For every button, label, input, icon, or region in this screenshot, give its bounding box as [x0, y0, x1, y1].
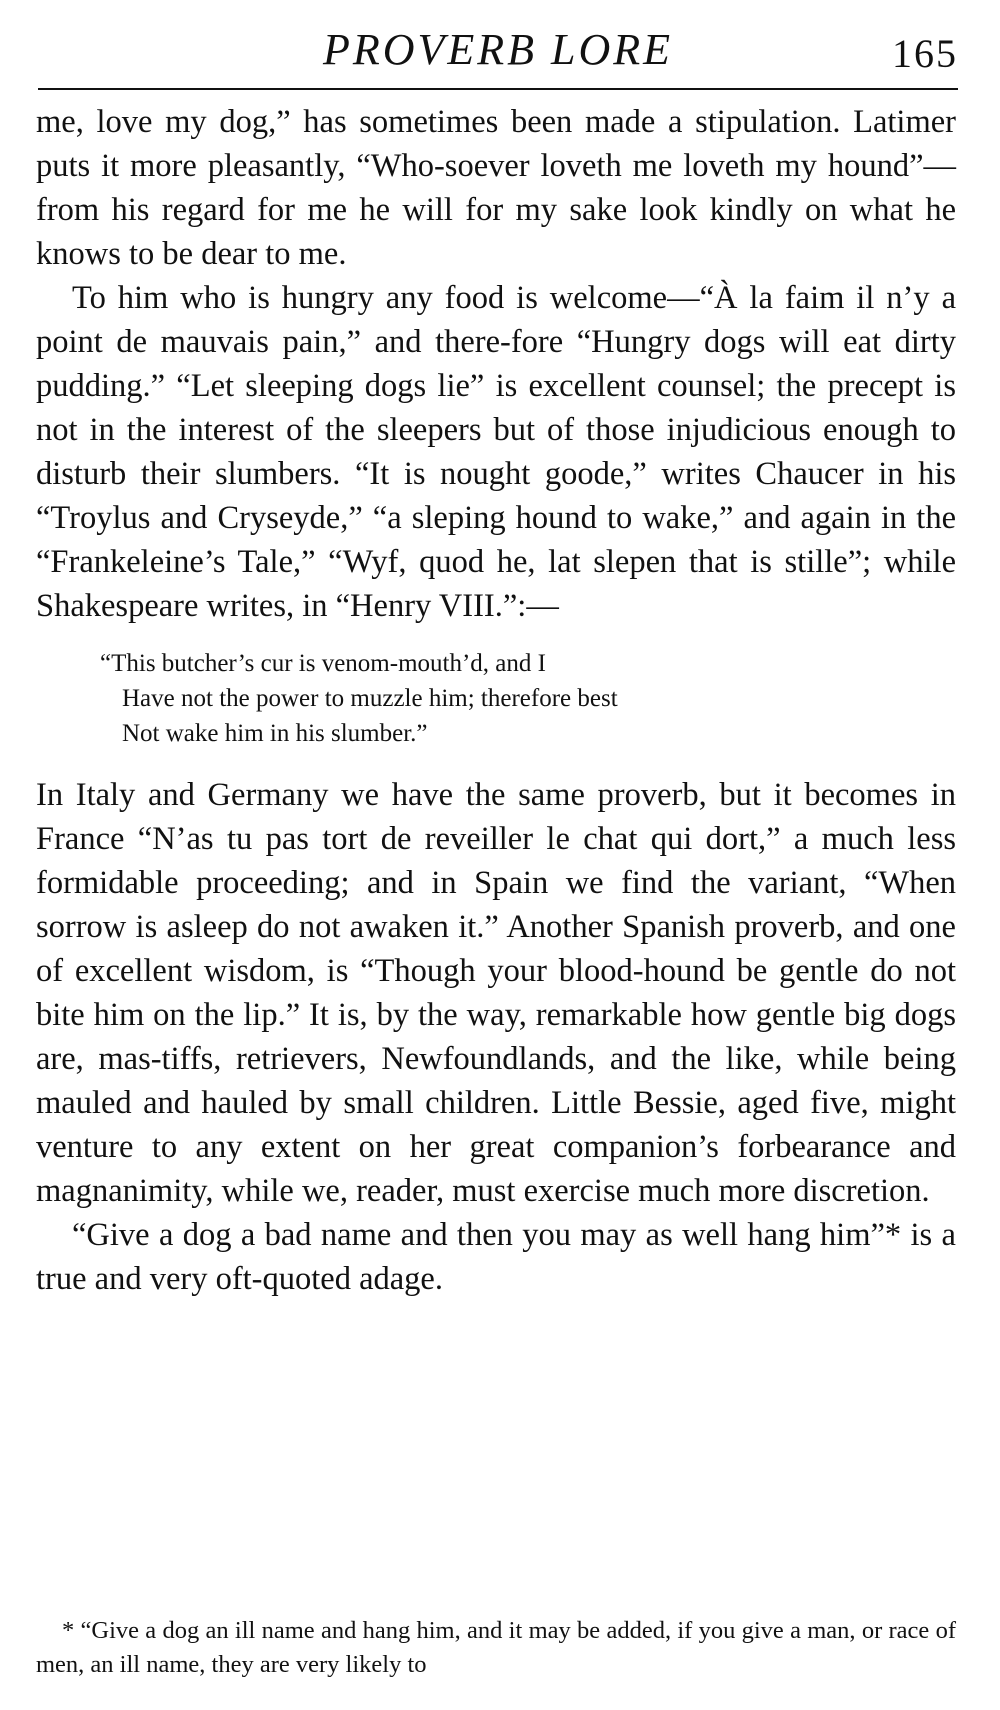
paragraph-3: In Italy and Germany we have the same proverb, but it becomes in France “N’as tu pas tort de reveiller le chat qui dort,” a much less formidable proceeding; and in Spain we find the variant, “When sorrow is asleep do not awaken it.” Another Spanish proverb, and one of excellent wisdom, is “Though your blood-hound be gentle do not bite him on the lip.” It is, by the way, remarkable how gentle big dogs are, mas-tiffs, retrievers, Newfoundlands, and the like, while being mauled and hauled by small children. Little Bessie, aged five, might venture to any extent on her great companion’s forbearance and magnanimity, while we, reader, must exercise much more discretion. [36, 777, 956, 1209]
paragraph-1: me, love my dog,” has sometimes been made a stipulation. Latimer puts it more pleasantly, “Who-soever loveth me loveth my hound”—from his regard for me he will for my sake look kindly on what he knows to be dear to me. [36, 104, 956, 272]
footnote [36, 1614, 956, 1682]
quote-line-3: Not wake him in his slumber.” [122, 720, 428, 747]
footnote-text: * “Give a dog an ill name and hang him, and it may be added, if you give a man, or race of men, an ill name, they are very likely to [36, 1617, 956, 1678]
page-header [38, 20, 958, 90]
quote-line-1: “This butcher’s cur is venom-mouth’d, and I [100, 650, 546, 677]
body-text [36, 100, 956, 1301]
running-title: PROVERB LORE [322, 25, 674, 74]
paragraph-2: To him who is hungry any food is welcome—“À la faim il n’y a point de mauvais pain,” and there-fore “Hungry dogs will eat dirty pudding.” “Let sleeping dogs lie” is excellent counsel; the precept is not in the interest of the sleepers but of those injudicious enough to disturb their slumbers. “It is nought goode,” writes Chaucer in his “Troylus and Cryseyde,” “a sleping hound to wake,” and again in the “Frankeleine’s Tale,” “Wyf, quod he, lat slepen that is stille”; while Shakespeare writes, in “Henry VIII.”:— [36, 280, 956, 624]
block-quote [100, 646, 956, 751]
paragraph-4: “Give a dog a bad name and then you may as well hang him”* is a true and very oft-quoted adage. [36, 1217, 956, 1297]
quote-line-2: Have not the power to muzzle him; therefore best [122, 685, 618, 712]
page-number: 165 [892, 31, 958, 76]
